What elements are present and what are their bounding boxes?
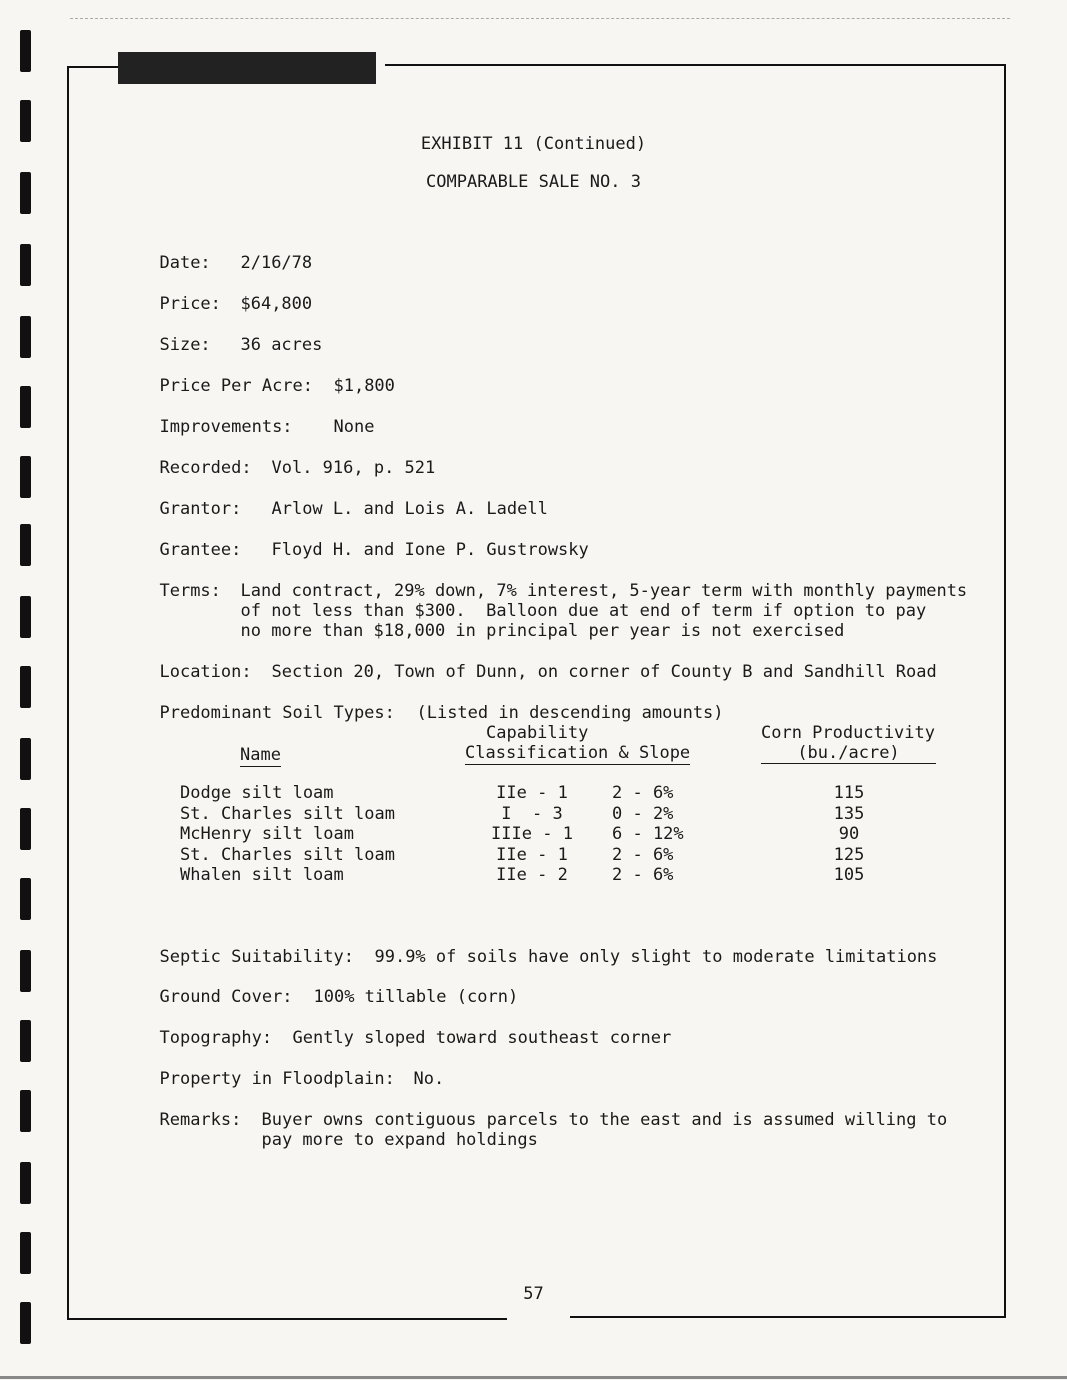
soil-name-cell: Dodge silt loam <box>180 783 334 803</box>
remarks-label: Remarks: <box>159 1110 242 1130</box>
price-per-acre-value: $1,800 <box>333 376 395 396</box>
price-value: $64,800 <box>240 294 313 314</box>
soil-corn-cell: 135 <box>833 803 865 824</box>
soil-table-row <box>0 783 1067 803</box>
size-field <box>139 315 322 355</box>
soil-table-row <box>0 804 1067 824</box>
scan-bottom-edge <box>0 1376 1067 1379</box>
remarks-field <box>139 1090 947 1150</box>
remarks-value <box>261 1110 947 1150</box>
soil-table-row <box>0 824 1067 844</box>
floodplain-field <box>139 1049 444 1089</box>
name-header-text: Name <box>240 745 281 765</box>
soil-corn-cell: 105 <box>833 865 865 885</box>
soil-class-cell: IIe - 1 <box>496 783 568 803</box>
grantee-field <box>139 520 589 560</box>
date-value: 2/16/78 <box>240 253 313 273</box>
ground-cover-value: 100% tillable (corn) <box>313 987 519 1007</box>
improvements-label: Improvements: <box>159 417 293 437</box>
soil-corn-cell: 125 <box>833 844 865 865</box>
recorded-value: Vol. 916, p. 521 <box>271 458 436 478</box>
price-per-acre-label: Price Per Acre: <box>159 376 314 396</box>
corn-header-bottom: (bu./acre) <box>761 743 936 764</box>
soil-name-cell: St. Charles silt loam <box>180 844 395 865</box>
exhibit-heading: EXHIBIT 11 (Continued) <box>420 134 647 154</box>
soil-class-cell: IIe - 2 <box>496 865 568 885</box>
remarks-line: Buyer owns contiguous parcels to the east and is assumed willing to <box>261 1110 948 1130</box>
sale-title: COMPARABLE SALE NO. 3 <box>426 172 641 192</box>
soil-name-cell: McHenry silt loam <box>180 824 354 844</box>
size-label: Size: <box>159 335 211 355</box>
price-per-acre-field <box>139 356 395 396</box>
soil-slope-cell: 2 - 6% <box>612 865 674 885</box>
soil-slope-cell: 2 - 6% <box>612 844 674 865</box>
frame-left <box>67 66 69 1320</box>
frame-bottom-left <box>67 1318 507 1320</box>
soil-types-label: Predominant Soil Types: <box>159 703 395 723</box>
topography-field <box>139 1008 671 1048</box>
price-field <box>139 274 312 314</box>
soil-slope-cell: 0 - 2% <box>612 803 674 824</box>
floodplain-label: Property in Floodplain: <box>159 1069 395 1089</box>
name-header <box>240 745 281 765</box>
terms-line: of not less than $300. Balloon due at end of term if option to pay <box>240 601 927 621</box>
septic-label: Septic Suitability: <box>159 947 354 967</box>
frame-right <box>1004 64 1006 1318</box>
terms-label: Terms: <box>159 581 221 601</box>
frame-top-left <box>68 66 118 68</box>
binding-hole <box>20 386 31 428</box>
ground-cover-label: Ground Cover: <box>159 987 293 1007</box>
recorded-field <box>139 438 435 478</box>
terms-line: no more than $18,000 in principal per year is not exercised <box>240 621 845 641</box>
corn-header-top: Corn Productivity <box>761 723 935 743</box>
frame-top-right <box>385 64 1005 66</box>
binding-hole <box>20 524 31 566</box>
binding-hole <box>20 1232 31 1274</box>
binding-hole <box>20 316 31 358</box>
frame-bottom-right <box>570 1316 1006 1318</box>
capability-header-top: Capability <box>486 723 589 743</box>
soil-corn-cell: 115 <box>833 783 865 803</box>
soil-name-cell: Whalen silt loam <box>180 865 344 885</box>
date-field <box>139 233 312 273</box>
grantor-field <box>139 479 548 519</box>
date-label: Date: <box>159 253 211 273</box>
soil-slope-cell: 6 - 12% <box>612 824 684 844</box>
capability-header-bottom <box>465 743 690 763</box>
price-label: Price: <box>159 294 221 314</box>
binding-hole <box>20 30 31 72</box>
binding-hole <box>20 1302 31 1344</box>
binding-hole <box>20 244 31 286</box>
page-number: 57 <box>523 1284 544 1304</box>
soil-types-value: (Listed in descending amounts) <box>416 703 724 723</box>
grantee-value: Floyd H. and Ione P. Gustrowsky <box>271 540 589 560</box>
binding-hole <box>20 1020 31 1062</box>
binding-holes <box>20 0 32 1380</box>
soil-types-field <box>139 683 724 723</box>
floodplain-value: No. <box>413 1069 445 1089</box>
soil-table-row <box>0 865 1067 885</box>
terms-line: Land contract, 29% down, 7% interest, 5-year term with monthly payments <box>240 581 968 601</box>
soil-class-cell: IIe - 1 <box>496 844 568 865</box>
improvements-value: None <box>333 417 375 437</box>
ground-cover-field <box>139 967 518 1007</box>
septic-field <box>139 927 937 967</box>
improvements-field <box>139 397 374 437</box>
redacted-tab <box>118 52 376 84</box>
binding-hole <box>20 1162 31 1204</box>
binding-hole <box>20 1090 31 1132</box>
binding-hole <box>20 666 31 708</box>
grantor-label: Grantor: <box>159 499 242 519</box>
capability-header-bottom-text: Classification & Slope <box>465 743 691 763</box>
remarks-line: pay more to expand holdings <box>261 1130 538 1150</box>
septic-value: 99.9% of soils have only slight to moderate limitations <box>374 947 938 967</box>
soil-name-cell: St. Charles silt loam <box>180 803 395 824</box>
soil-slope-cell: 2 - 6% <box>612 783 674 803</box>
binding-hole <box>20 456 31 498</box>
topography-value: Gently sloped toward southeast corner <box>292 1028 672 1048</box>
topography-label: Topography: <box>159 1028 273 1048</box>
binding-hole <box>20 596 31 638</box>
location-label: Location: <box>159 662 252 682</box>
soil-table-row <box>0 845 1067 865</box>
grantor-value: Arlow L. and Lois A. Ladell <box>271 499 548 519</box>
soil-class-cell: IIIe - 1 <box>491 824 573 844</box>
size-value: 36 acres <box>240 335 323 355</box>
binding-hole <box>20 950 31 992</box>
location-value: Section 20, Town of Dunn, on corner of County B and Sandhill Road <box>271 662 937 682</box>
terms-field <box>139 561 967 641</box>
soil-class-cell: I - 3 <box>501 803 563 824</box>
recorded-label: Recorded: <box>159 458 252 478</box>
location-field <box>139 642 937 682</box>
grantee-label: Grantee: <box>159 540 242 560</box>
scan-top-edge <box>70 18 1010 19</box>
soil-corn-cell: 90 <box>838 824 860 844</box>
terms-value <box>240 581 967 641</box>
binding-hole <box>20 738 31 780</box>
